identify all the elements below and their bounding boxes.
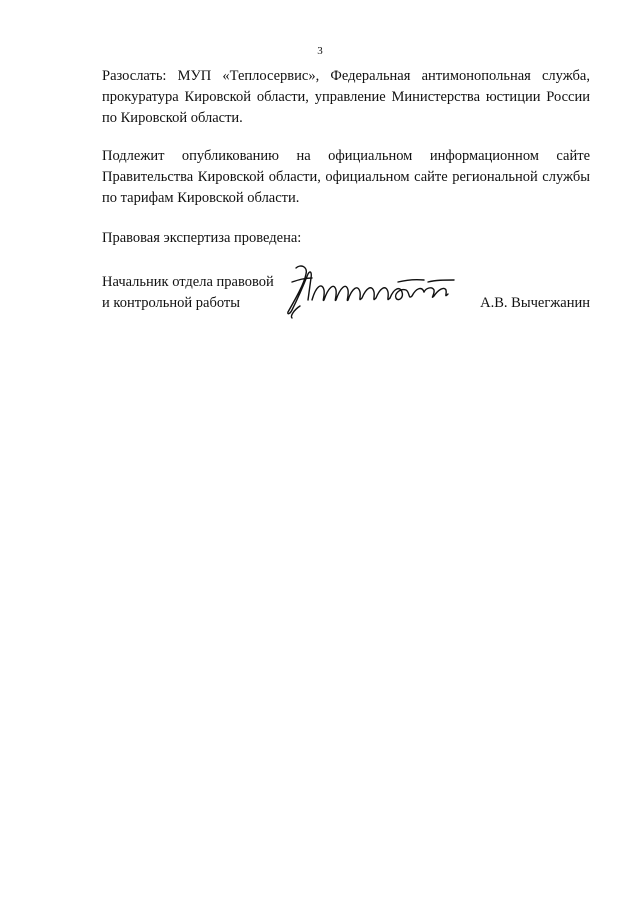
signatory-position-line-2: и контрольной работы xyxy=(102,295,240,311)
signatory-position xyxy=(102,272,282,314)
handwritten-signature-icon xyxy=(278,260,468,320)
legal-review-note: Правовая экспертиза проведена: xyxy=(102,230,302,246)
page-number: 3 xyxy=(317,45,323,57)
signature-block xyxy=(102,272,590,322)
signatory-name: А.В. Вычегжанин xyxy=(480,295,590,311)
distribution-list: Разослать: МУП «Теплосервис», Федеральная антимонопольная служба, прокуратура Кировской области, управление Министерства юстиции России по Кировской области. xyxy=(102,68,590,126)
publication-notice: Подлежит опубликованию на официальном информационном сайте Правительства Кировской области, официальном сайте региональной службы по тарифам Кировской области. xyxy=(102,148,590,206)
signatory-position-line-1: Начальник отдела правовой xyxy=(102,274,274,290)
